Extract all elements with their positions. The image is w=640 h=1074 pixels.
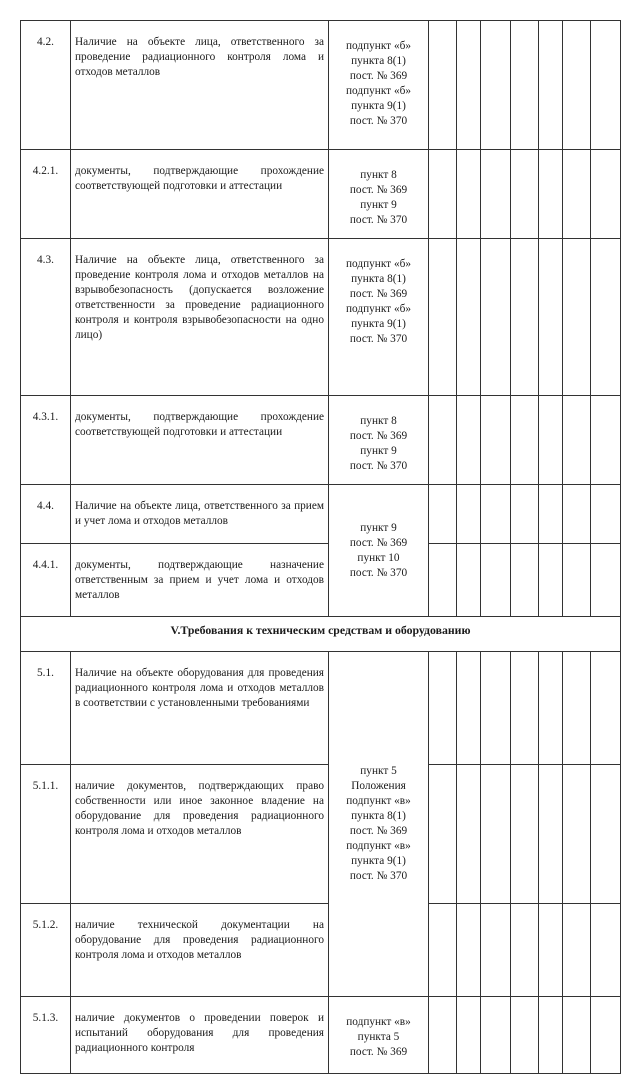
requirement-text: наличие технической документации на оборудование для проведения радиационного контроля лома и отходов металлов: [71, 904, 329, 997]
mark-cell[interactable]: [511, 485, 539, 544]
mark-cell[interactable]: [563, 997, 591, 1074]
mark-cell[interactable]: [457, 544, 481, 617]
table-row: [21, 21, 621, 150]
reference-line: пост. № 370: [349, 566, 408, 579]
item-number: 5.1.: [21, 652, 71, 765]
mark-cell[interactable]: [511, 652, 539, 765]
reference-line: пункт 10: [357, 551, 400, 564]
item-number: 4.4.: [21, 485, 71, 544]
mark-cell[interactable]: [563, 904, 591, 997]
mark-cell[interactable]: [591, 652, 621, 765]
reference-line: пункт 9: [360, 199, 397, 211]
reference-line: пункт 9: [360, 445, 397, 457]
mark-cell[interactable]: [457, 21, 481, 150]
mark-cell[interactable]: [511, 544, 539, 617]
reference-line: пункта 8(1): [351, 273, 406, 285]
mark-cell[interactable]: [539, 652, 563, 765]
legal-reference: [329, 396, 429, 485]
mark-cell[interactable]: [481, 485, 511, 544]
mark-cell[interactable]: [539, 544, 563, 617]
mark-cell[interactable]: [591, 150, 621, 239]
reference-line: пункта 9(1): [351, 318, 406, 330]
mark-cell[interactable]: [481, 21, 511, 150]
reference-line: пункт 8: [360, 415, 397, 427]
reference-line: пункт 9: [360, 521, 397, 534]
mark-cell[interactable]: [481, 239, 511, 396]
mark-cell[interactable]: [539, 997, 563, 1074]
mark-cell[interactable]: [429, 21, 457, 150]
reference-line: пост. № 369: [349, 1046, 408, 1058]
section-title: V.Требования к техническим средствам и оборудованию: [21, 617, 621, 652]
mark-cell[interactable]: [591, 997, 621, 1074]
mark-cell[interactable]: [511, 21, 539, 150]
legal-reference: [329, 485, 429, 617]
mark-cell[interactable]: [539, 904, 563, 997]
checklist-table: [20, 20, 620, 1074]
mark-cell[interactable]: [591, 765, 621, 904]
item-number: 5.1.2.: [21, 904, 71, 997]
reference-line: пост. № 369: [349, 536, 408, 549]
reference-line: пункт 8: [360, 169, 397, 181]
table-row: [21, 765, 621, 904]
mark-cell[interactable]: [429, 239, 457, 396]
reference-line: пункта 8(1): [351, 55, 406, 67]
table-row: [21, 904, 621, 997]
mark-cell[interactable]: [429, 765, 457, 904]
table-row: [21, 997, 621, 1074]
mark-cell[interactable]: [481, 765, 511, 904]
requirement-text: Наличие на объекте оборудования для проведения радиационного контроля лома и отходов металлов в соответствии с установленными требованиями: [71, 652, 329, 765]
section-row: [21, 617, 621, 652]
mark-cell[interactable]: [481, 150, 511, 239]
mark-cell[interactable]: [591, 904, 621, 997]
reference-line: подпункт «в»: [346, 795, 411, 807]
mark-cell[interactable]: [563, 485, 591, 544]
table-row: [21, 485, 621, 544]
reference-line: подпункт «в»: [346, 840, 411, 852]
mark-cell[interactable]: [591, 239, 621, 396]
mark-cell[interactable]: [429, 396, 457, 485]
requirement-text: наличие документов, подтверждающих право собственности или иное законное владение на оборудование для проведения радиационного контроля лома и отходов металлов: [71, 765, 329, 904]
mark-cell[interactable]: [457, 765, 481, 904]
legal-reference: [329, 652, 429, 997]
mark-cell[interactable]: [563, 652, 591, 765]
reference-line: пост. № 370: [349, 333, 408, 345]
mark-cell[interactable]: [511, 239, 539, 396]
reference-line: пункта 8(1): [351, 810, 406, 822]
mark-cell[interactable]: [457, 997, 481, 1074]
requirement-text: документы, подтверждающие прохождение соответствующей подготовки и аттестации: [71, 396, 329, 485]
requirement-text: Наличие на объекте лица, ответственного за проведение контроля лома и отходов металлов на взрывобезопасность (допускается возложение ответственности за проведение радиационного контроля и контроля взрывобезопасности на одно лицо): [71, 239, 329, 396]
reference-line: пункт 5: [360, 765, 397, 777]
mark-cell[interactable]: [429, 150, 457, 239]
item-number: 5.1.1.: [21, 765, 71, 904]
mark-cell[interactable]: [511, 904, 539, 997]
requirement-text: Наличие на объекте лица, ответственного за прием и учет лома и отходов металлов: [71, 485, 329, 544]
mark-cell[interactable]: [429, 544, 457, 617]
mark-cell[interactable]: [511, 765, 539, 904]
reference-line: подпункт «б»: [345, 303, 411, 315]
reference-line: подпункт «б»: [345, 258, 411, 270]
reference-line: пост. № 370: [349, 870, 408, 882]
mark-cell[interactable]: [481, 997, 511, 1074]
requirement-text: документы, подтверждающие назначение ответственным за прием и учет лома и отходов металлов: [71, 544, 329, 617]
mark-cell[interactable]: [429, 904, 457, 997]
reference-line: подпункт «б»: [345, 40, 411, 52]
mark-cell[interactable]: [539, 21, 563, 150]
table-row: [21, 150, 621, 239]
mark-cell[interactable]: [481, 544, 511, 617]
mark-cell[interactable]: [539, 765, 563, 904]
reference-line: пост. № 370: [349, 214, 408, 226]
reference-line: пункта 9(1): [351, 855, 406, 867]
mark-cell[interactable]: [481, 652, 511, 765]
reference-line: пост. № 369: [349, 825, 408, 837]
table-row: [21, 239, 621, 396]
mark-cell[interactable]: [457, 396, 481, 485]
mark-cell[interactable]: [429, 997, 457, 1074]
mark-cell[interactable]: [591, 544, 621, 617]
reference-line: пост. № 370: [349, 460, 408, 472]
mark-cell[interactable]: [457, 485, 481, 544]
reference-line: подпункт «в»: [346, 1016, 411, 1028]
reference-line: Положения: [351, 780, 406, 792]
mark-cell[interactable]: [511, 396, 539, 485]
mark-cell[interactable]: [429, 652, 457, 765]
item-number: 4.2.: [21, 21, 71, 150]
mark-cell[interactable]: [563, 544, 591, 617]
reference-line: подпункт «б»: [345, 85, 411, 97]
mark-cell[interactable]: [563, 21, 591, 150]
mark-cell[interactable]: [591, 485, 621, 544]
reference-line: пост. № 369: [349, 430, 408, 442]
table-row: [21, 652, 621, 765]
item-number: 4.4.1.: [21, 544, 71, 617]
mark-cell[interactable]: [457, 150, 481, 239]
legal-reference: [329, 997, 429, 1074]
requirement-text: наличие документов о проведении поверок и испытаний оборудования для проведения радиационного контроля: [71, 997, 329, 1074]
mark-cell[interactable]: [591, 396, 621, 485]
mark-cell[interactable]: [481, 904, 511, 997]
reference-line: пост. № 370: [349, 115, 408, 127]
reference-line: пункта 9(1): [351, 100, 406, 112]
item-number: 4.3.1.: [21, 396, 71, 485]
reference-line: пост. № 369: [349, 70, 408, 82]
reference-line: пост. № 369: [349, 184, 408, 196]
mark-cell[interactable]: [563, 239, 591, 396]
legal-reference: [329, 21, 429, 150]
item-number: 4.2.1.: [21, 150, 71, 239]
reference-line: пункта 5: [357, 1031, 400, 1043]
item-number: 4.3.: [21, 239, 71, 396]
mark-cell[interactable]: [457, 904, 481, 997]
mark-cell[interactable]: [563, 150, 591, 239]
mark-cell[interactable]: [539, 239, 563, 396]
legal-reference: [329, 239, 429, 396]
reference-line: пост. № 369: [349, 288, 408, 300]
mark-cell[interactable]: [563, 765, 591, 904]
mark-cell[interactable]: [563, 396, 591, 485]
item-number: 5.1.3.: [21, 997, 71, 1074]
table-row: [21, 396, 621, 485]
mark-cell[interactable]: [511, 150, 539, 239]
mark-cell[interactable]: [539, 485, 563, 544]
mark-cell[interactable]: [457, 652, 481, 765]
mark-cell[interactable]: [481, 396, 511, 485]
mark-cell[interactable]: [511, 997, 539, 1074]
mark-cell[interactable]: [457, 239, 481, 396]
requirement-text: документы, подтверждающие прохождение соответствующей подготовки и аттестации: [71, 150, 329, 239]
requirement-text: Наличие на объекте лица, ответственного за проведение радиационного контроля лома и отходов металлов: [71, 21, 329, 150]
mark-cell[interactable]: [591, 21, 621, 150]
table-row: [21, 544, 621, 617]
mark-cell[interactable]: [539, 150, 563, 239]
mark-cell[interactable]: [429, 485, 457, 544]
mark-cell[interactable]: [539, 396, 563, 485]
legal-reference: [329, 150, 429, 239]
